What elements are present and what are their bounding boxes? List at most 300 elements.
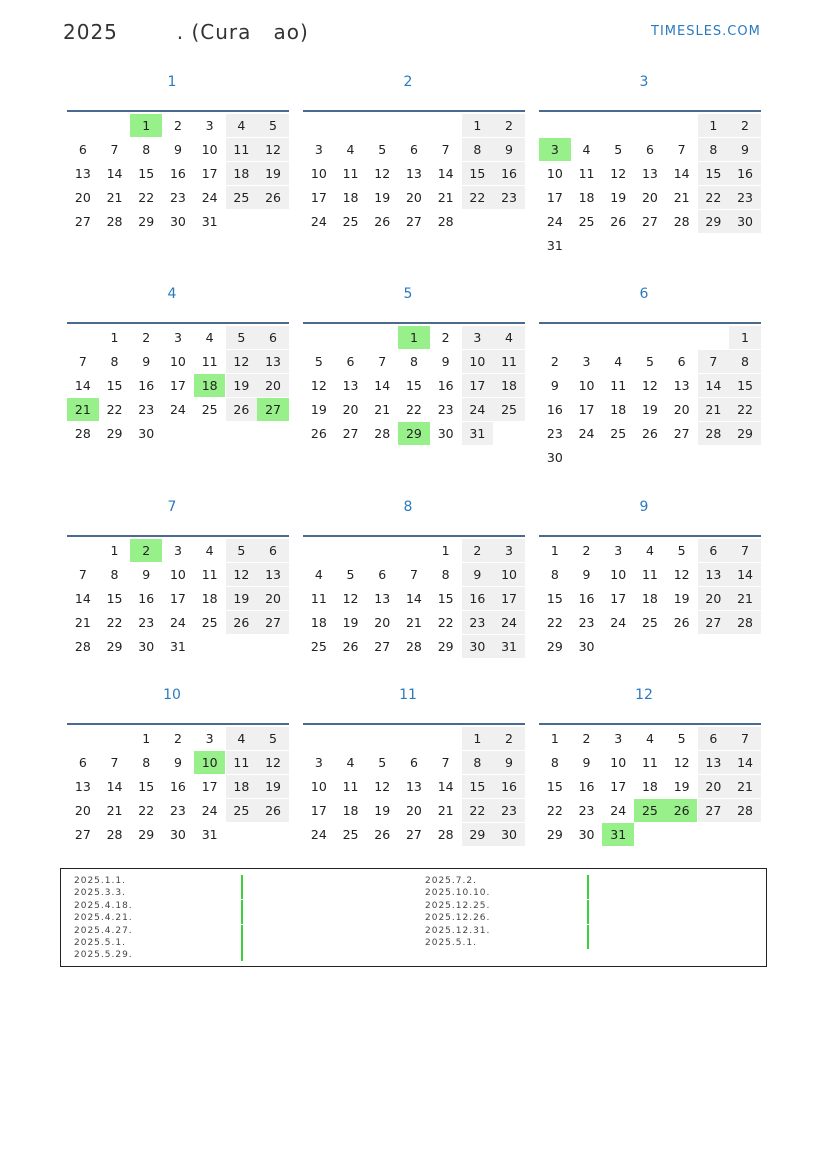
day-cell: 7 [729,727,761,750]
day-cell: 5 [614,142,623,157]
day-cell: 19 [257,162,289,185]
day-cell: 6 [409,142,418,157]
day-cell: 9 [173,755,182,770]
day-cell: 30 [138,639,155,654]
day-cell: 18 [641,591,658,606]
month-divider [67,110,289,112]
day-cell: 25 [641,615,658,630]
month-2 [303,74,525,274]
day-cell: 29 [546,827,563,842]
day-cell: 29 [106,426,123,441]
day-cell: 2 [550,354,559,369]
day-cell: 19 [226,587,258,610]
day-cell: 21 [437,803,454,818]
day-cell: 20 [74,803,91,818]
month-label: 7 [167,499,177,515]
day-cell: 15 [546,591,563,606]
day-cell: 29 [138,214,155,229]
day-cell: 27 [405,827,422,842]
day-cell: 1 [462,727,494,750]
day-cell: 17 [310,190,327,205]
day-cell: 2 [493,727,525,750]
day-cell: 4 [226,114,258,137]
day-cell: 3 [582,354,591,369]
month-label: 8 [403,499,413,515]
legend-color-swatch [587,937,589,949]
day-cell: 15 [138,779,155,794]
day-cell: 1 [462,114,494,137]
day-cell: 11 [493,350,525,373]
day-cell: 16 [578,591,595,606]
day-cell: 15 [462,162,494,185]
day-cell: 12 [310,378,327,393]
day-cell: 30 [169,827,186,842]
day-cell: 7 [441,755,450,770]
day-cell: 6 [346,354,355,369]
day-cell: 7 [441,142,450,157]
day-cell: 26 [342,639,359,654]
day-cell: 28 [106,214,123,229]
month-12 [539,687,761,887]
day-cell: 14 [437,779,454,794]
day-cell: 27 [698,799,730,822]
month-divider [303,110,525,112]
legend-color-swatch [241,912,243,924]
day-cell: 27 [74,827,91,842]
month-label: 1 [167,74,177,90]
holiday-day-cell: 10 [194,751,226,774]
day-cell: 20 [257,374,289,397]
day-cell: 22 [437,615,454,630]
day-cell: 5 [257,114,289,137]
month-label: 11 [399,687,417,703]
day-cell: 23 [578,615,595,630]
holiday-day-cell: 21 [67,398,99,421]
day-cell: 5 [226,326,258,349]
day-cell: 28 [729,799,761,822]
day-cell: 25 [201,402,218,417]
day-cell: 5 [378,142,387,157]
day-cell: 25 [226,186,258,209]
day-cell: 10 [310,779,327,794]
day-cell: 21 [437,190,454,205]
holiday-day-cell: 2 [130,539,162,562]
day-cell: 25 [226,799,258,822]
day-cell: 14 [106,166,123,181]
day-cell: 30 [493,823,525,846]
legend-date: 2025.4.18. [74,900,133,911]
day-cell: 6 [677,354,686,369]
day-cell: 22 [546,615,563,630]
day-cell: 11 [641,755,658,770]
day-cell: 11 [641,567,658,582]
day-cell: 11 [342,779,359,794]
day-cell: 1 [550,543,559,558]
day-cell: 21 [106,190,123,205]
day-cell: 12 [342,591,359,606]
day-cell: 18 [342,803,359,818]
day-cell: 23 [138,402,155,417]
day-cell: 28 [698,422,730,445]
day-cell: 7 [409,567,418,582]
day-cell: 6 [698,539,730,562]
day-cell: 28 [106,827,123,842]
day-cell: 9 [582,567,591,582]
legend-color-swatch [587,875,589,887]
day-cell: 1 [110,330,119,345]
day-cell: 16 [493,162,525,185]
day-cell: 22 [698,186,730,209]
day-cell: 8 [729,350,761,373]
day-cell: 10 [169,567,186,582]
day-cell: 20 [405,803,422,818]
day-cell: 20 [74,190,91,205]
day-cell: 7 [78,354,87,369]
day-cell: 30 [729,210,761,233]
day-cell: 8 [441,567,450,582]
day-cell: 4 [645,543,654,558]
day-cell: 15 [729,374,761,397]
day-cell: 14 [74,591,91,606]
day-cell: 24 [201,190,218,205]
day-cell: 8 [409,354,418,369]
day-cell: 28 [437,827,454,842]
day-cell: 30 [462,635,494,658]
day-cell: 20 [342,402,359,417]
day-cell: 20 [698,587,730,610]
day-cell: 11 [226,138,258,161]
day-cell: 27 [257,611,289,634]
day-cell: 26 [226,611,258,634]
day-cell: 12 [673,567,690,582]
holiday-day-cell: 27 [257,398,289,421]
day-cell: 6 [409,755,418,770]
day-cell: 5 [645,354,654,369]
day-cell: 16 [578,779,595,794]
day-cell: 11 [578,166,595,181]
day-cell: 15 [106,378,123,393]
day-cell: 11 [201,567,218,582]
day-cell: 19 [257,775,289,798]
day-cell: 9 [550,378,559,393]
day-cell: 12 [374,779,391,794]
month-3 [539,74,761,274]
day-cell: 9 [142,354,151,369]
day-cell: 24 [610,803,627,818]
day-cell: 6 [257,326,289,349]
day-cell: 21 [729,775,761,798]
page-title: 2025 . (Cura ao) [63,20,309,44]
month-divider [539,322,761,324]
day-cell: 3 [205,118,214,133]
day-cell: 3 [314,142,323,157]
day-cell: 30 [437,426,454,441]
day-cell: 27 [698,611,730,634]
day-cell: 25 [201,615,218,630]
day-cell: 8 [550,755,559,770]
day-cell: 28 [405,639,422,654]
day-cell: 9 [173,142,182,157]
day-cell: 17 [310,803,327,818]
day-cell: 26 [641,426,658,441]
day-cell: 24 [201,803,218,818]
month-10 [67,687,289,887]
day-cell: 7 [378,354,387,369]
day-cell: 28 [673,214,690,229]
day-cell: 17 [201,779,218,794]
day-cell: 1 [441,543,450,558]
day-cell: 4 [582,142,591,157]
day-cell: 25 [342,214,359,229]
day-cell: 13 [673,378,690,393]
day-cell: 18 [201,591,218,606]
day-cell: 28 [729,611,761,634]
day-cell: 25 [493,398,525,421]
month-divider [539,723,761,725]
day-cell: 3 [614,543,623,558]
day-cell: 24 [578,426,595,441]
day-cell: 13 [698,751,730,774]
day-cell: 6 [78,755,87,770]
day-cell: 20 [374,615,391,630]
day-cell: 17 [169,378,186,393]
day-cell: 19 [610,190,627,205]
brand-logo[interactable]: TIMESLES.COM [651,24,761,39]
day-cell: 4 [346,755,355,770]
day-cell: 14 [673,166,690,181]
day-cell: 20 [405,190,422,205]
legend-right-column [425,875,490,949]
day-cell: 29 [462,823,494,846]
day-cell: 21 [106,803,123,818]
day-cell: 20 [698,775,730,798]
day-cell: 5 [677,731,686,746]
day-cell: 5 [314,354,323,369]
day-cell: 11 [610,378,627,393]
day-cell: 9 [493,751,525,774]
day-cell: 3 [462,326,494,349]
day-cell: 24 [310,214,327,229]
day-cell: 3 [205,731,214,746]
day-cell: 23 [493,799,525,822]
day-cell: 26 [257,799,289,822]
day-cell: 18 [226,775,258,798]
day-cell: 4 [645,731,654,746]
month-5 [303,286,525,486]
holiday-day-cell: 1 [130,114,162,137]
day-cell: 5 [257,727,289,750]
day-cell: 22 [106,615,123,630]
day-cell: 12 [610,166,627,181]
day-cell: 31 [493,635,525,658]
day-cell: 23 [437,402,454,417]
legend-color-swatch [241,937,243,949]
day-cell: 16 [493,775,525,798]
day-cell: 18 [342,190,359,205]
day-cell: 10 [201,142,218,157]
day-cell: 17 [610,779,627,794]
day-cell: 13 [405,166,422,181]
holiday-day-cell: 1 [398,326,430,349]
day-cell: 22 [405,402,422,417]
day-cell: 14 [374,378,391,393]
day-cell: 22 [729,398,761,421]
day-cell: 20 [257,587,289,610]
day-cell: 18 [641,779,658,794]
month-divider [67,723,289,725]
day-cell: 13 [698,563,730,586]
day-cell: 13 [342,378,359,393]
day-cell: 18 [310,615,327,630]
day-cell: 12 [226,563,258,586]
day-cell: 10 [169,354,186,369]
holiday-legend [60,868,767,967]
day-cell: 12 [374,166,391,181]
day-cell: 13 [257,563,289,586]
month-divider [303,535,525,537]
day-cell: 22 [546,803,563,818]
day-cell: 5 [378,755,387,770]
month-8 [303,499,525,699]
day-cell: 14 [437,166,454,181]
day-cell: 7 [78,567,87,582]
day-cell: 21 [405,615,422,630]
day-cell: 14 [106,779,123,794]
day-cell: 19 [673,591,690,606]
day-cell: 10 [493,563,525,586]
day-cell: 15 [106,591,123,606]
legend-date: 2025.4.27. [74,925,133,936]
day-cell: 19 [374,803,391,818]
month-label: 2 [403,74,413,90]
day-cell: 28 [74,426,91,441]
day-cell: 23 [578,803,595,818]
day-cell: 15 [698,162,730,185]
day-cell: 14 [405,591,422,606]
day-cell: 30 [578,827,595,842]
day-cell: 22 [462,186,494,209]
day-cell: 26 [610,214,627,229]
month-9 [539,499,761,699]
day-cell: 14 [729,563,761,586]
day-cell: 9 [462,563,494,586]
day-cell: 24 [462,398,494,421]
day-cell: 15 [138,166,155,181]
day-cell: 1 [110,543,119,558]
day-cell: 13 [74,166,91,181]
day-cell: 16 [437,378,454,393]
day-cell: 8 [142,755,151,770]
legend-color-swatch [241,949,243,961]
day-cell: 8 [462,751,494,774]
day-cell: 9 [729,138,761,161]
day-cell: 4 [205,330,214,345]
day-cell: 11 [226,751,258,774]
day-cell: 21 [673,190,690,205]
month-divider [539,110,761,112]
month-4 [67,286,289,486]
month-divider [539,535,761,537]
day-cell: 31 [169,639,186,654]
day-cell: 25 [342,827,359,842]
month-label: 12 [635,687,653,703]
legend-date: 2025.3.3. [74,888,126,899]
month-7 [67,499,289,699]
day-cell: 27 [374,639,391,654]
day-cell: 7 [729,539,761,562]
day-cell: 5 [677,543,686,558]
day-cell: 30 [546,450,563,465]
day-cell: 16 [169,166,186,181]
day-cell: 13 [74,779,91,794]
day-cell: 4 [614,354,623,369]
legend-color-swatch [241,900,243,912]
legend-color-swatch [587,900,589,912]
day-cell: 11 [201,354,218,369]
day-cell: 20 [673,402,690,417]
day-cell: 30 [138,426,155,441]
day-cell: 13 [641,166,658,181]
day-cell: 10 [610,567,627,582]
day-cell: 24 [169,615,186,630]
day-cell: 17 [462,374,494,397]
day-cell: 16 [138,591,155,606]
day-cell: 22 [138,190,155,205]
day-cell: 16 [462,587,494,610]
day-cell: 21 [374,402,391,417]
day-cell: 28 [437,214,454,229]
legend-date: 2025.5.1. [74,937,126,948]
legend-color-swatch [587,925,589,937]
day-cell: 1 [698,114,730,137]
day-cell: 2 [582,731,591,746]
day-cell: 21 [698,398,730,421]
day-cell: 31 [546,238,563,253]
day-cell: 16 [138,378,155,393]
day-cell: 2 [582,543,591,558]
day-cell: 12 [257,751,289,774]
day-cell: 28 [374,426,391,441]
legend-color-swatch [241,887,243,899]
day-cell: 19 [374,190,391,205]
day-cell: 23 [138,615,155,630]
day-cell: 4 [205,543,214,558]
day-cell: 30 [578,639,595,654]
day-cell: 31 [201,827,218,842]
day-cell: 17 [578,402,595,417]
day-cell: 3 [614,731,623,746]
month-label: 10 [163,687,181,703]
day-cell: 1 [550,731,559,746]
day-cell: 29 [138,827,155,842]
day-cell: 10 [310,166,327,181]
day-cell: 4 [314,567,323,582]
holiday-day-cell: 3 [539,138,571,161]
holiday-day-cell: 31 [602,823,634,846]
legend-date: 2025.5.29. [74,950,133,961]
legend-date: 2025.12.26. [425,913,491,924]
day-cell: 2 [441,330,450,345]
day-cell: 20 [641,190,658,205]
day-cell: 16 [169,779,186,794]
day-cell: 27 [673,426,690,441]
day-cell: 31 [462,422,494,445]
legend-left-column [74,875,133,962]
day-cell: 29 [437,639,454,654]
holiday-day-cell: 29 [398,422,430,445]
day-cell: 9 [493,138,525,161]
day-cell: 5 [226,539,258,562]
